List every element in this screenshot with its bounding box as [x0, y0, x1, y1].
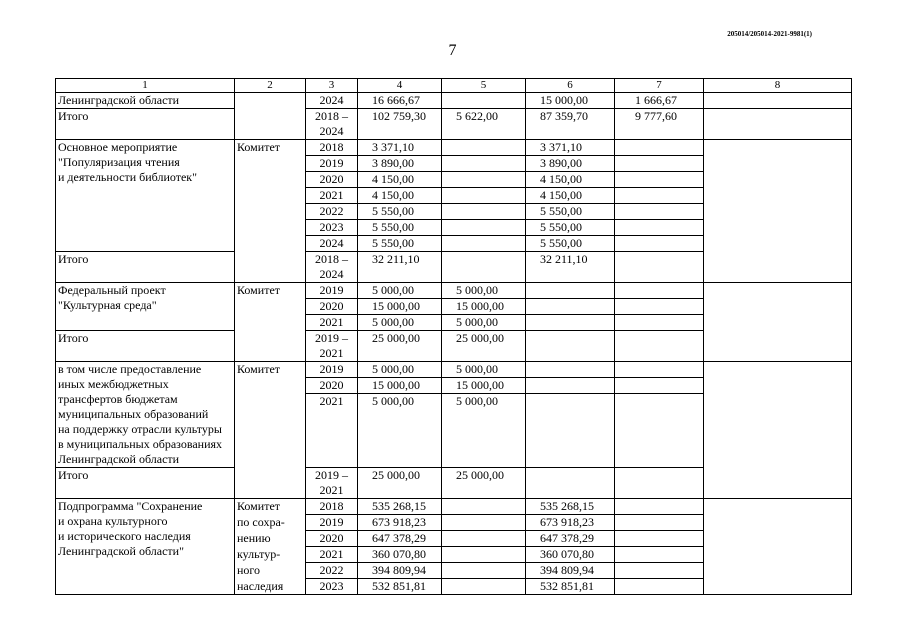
value-cell-local	[615, 394, 704, 468]
executor-cell: по сохра-	[235, 515, 306, 531]
row-label: Ленинградской области	[56, 93, 235, 109]
value-cell-federal	[442, 204, 526, 220]
column-header: 6	[526, 79, 615, 93]
value-cell-federal: 15 000,00	[442, 378, 526, 394]
value-cell-other	[704, 362, 852, 499]
value-cell-other	[704, 140, 852, 283]
year-cell: 2018 – 2024	[306, 252, 358, 283]
column-header: 7	[615, 79, 704, 93]
value-cell-total: 5 550,00	[358, 236, 442, 252]
value-cell-regional: 532 851,81	[526, 579, 615, 595]
year-cell: 2019 – 2021	[306, 331, 358, 362]
value-cell-federal: 5 000,00	[442, 394, 526, 468]
year-cell: 2023	[306, 220, 358, 236]
value-cell-local	[615, 140, 704, 156]
value-cell-regional: 394 809,94	[526, 563, 615, 579]
row-label: Основное мероприятие "Популяризация чтения и деятельности библиотек"	[56, 140, 235, 252]
value-cell-regional: 15 000,00	[526, 93, 615, 109]
value-cell-total: 673 918,23	[358, 515, 442, 531]
column-header: 2	[235, 79, 306, 93]
value-cell-federal	[442, 220, 526, 236]
year-cell: 2019	[306, 362, 358, 378]
row-label: Итого	[56, 252, 235, 283]
year-cell: 2020	[306, 378, 358, 394]
value-cell-federal: 5 622,00	[442, 109, 526, 140]
value-cell-regional: 360 070,80	[526, 547, 615, 563]
value-cell-regional	[526, 299, 615, 315]
value-cell-total: 15 000,00	[358, 299, 442, 315]
year-cell: 2019 – 2021	[306, 468, 358, 499]
value-cell-regional	[526, 331, 615, 362]
executor-cell	[235, 109, 306, 140]
value-cell-total: 3 371,10	[358, 140, 442, 156]
column-header: 1	[56, 79, 235, 93]
value-cell-total: 25 000,00	[358, 468, 442, 499]
value-cell-regional: 5 550,00	[526, 220, 615, 236]
page-number: 7	[448, 42, 457, 59]
value-cell-local	[615, 531, 704, 547]
value-cell-total: 16 666,67	[358, 93, 442, 109]
value-cell-local: 9 777,60	[615, 109, 704, 140]
value-cell-total: 5 000,00	[358, 283, 442, 299]
value-cell-federal: 15 000,00	[442, 299, 526, 315]
value-cell-federal	[442, 252, 526, 283]
value-cell-local	[615, 563, 704, 579]
table-row	[56, 499, 852, 515]
value-cell-total: 4 150,00	[358, 188, 442, 204]
value-cell-regional: 5 550,00	[526, 236, 615, 252]
value-cell-federal	[442, 499, 526, 515]
year-cell: 2024	[306, 93, 358, 109]
year-cell: 2021	[306, 547, 358, 563]
value-cell-federal: 5 000,00	[442, 362, 526, 378]
value-cell-regional: 32 211,10	[526, 252, 615, 283]
value-cell-local	[615, 579, 704, 595]
year-cell: 2021	[306, 188, 358, 204]
value-cell-regional: 87 359,70	[526, 109, 615, 140]
year-cell: 2018	[306, 499, 358, 515]
value-cell-federal	[442, 563, 526, 579]
value-cell-other	[704, 109, 852, 140]
row-label: Итого	[56, 468, 235, 499]
executor-cell: Комитет	[235, 140, 306, 283]
value-cell-local	[615, 468, 704, 499]
value-cell-federal: 5 000,00	[442, 315, 526, 331]
column-header: 4	[358, 79, 442, 93]
value-cell-total: 532 851,81	[358, 579, 442, 595]
column-header: 3	[306, 79, 358, 93]
value-cell-regional: 673 918,23	[526, 515, 615, 531]
executor-cell: Комитет	[235, 362, 306, 499]
executor-cell: наследия	[235, 579, 306, 595]
value-cell-total: 5 000,00	[358, 394, 442, 468]
row-label: Подпрограмма "Сохранение и охрана культурного и исторического наследия Ленинградской области"	[56, 499, 235, 595]
value-cell-federal	[442, 547, 526, 563]
value-cell-federal	[442, 515, 526, 531]
value-cell-regional	[526, 468, 615, 499]
value-cell-local	[615, 499, 704, 515]
budget-table	[55, 78, 852, 595]
value-cell-total: 15 000,00	[358, 378, 442, 394]
value-cell-total: 3 890,00	[358, 156, 442, 172]
value-cell-total: 102 759,30	[358, 109, 442, 140]
year-cell: 2019	[306, 515, 358, 531]
value-cell-federal	[442, 140, 526, 156]
value-cell-federal	[442, 156, 526, 172]
table-row	[56, 93, 852, 109]
column-header: 8	[704, 79, 852, 93]
executor-cell: культур-	[235, 547, 306, 563]
row-label: Федеральный проект "Культурная среда"	[56, 283, 235, 331]
value-cell-local	[615, 283, 704, 299]
year-cell: 2024	[306, 236, 358, 252]
value-cell-total: 4 150,00	[358, 172, 442, 188]
value-cell-total: 32 211,10	[358, 252, 442, 283]
value-cell-federal: 25 000,00	[442, 331, 526, 362]
value-cell-regional: 647 378,29	[526, 531, 615, 547]
column-header-row	[56, 79, 852, 93]
value-cell-regional	[526, 394, 615, 468]
value-cell-regional: 3 890,00	[526, 156, 615, 172]
value-cell-local	[615, 188, 704, 204]
value-cell-local	[615, 299, 704, 315]
value-cell-federal	[442, 531, 526, 547]
year-cell: 2022	[306, 204, 358, 220]
value-cell-local	[615, 331, 704, 362]
value-cell-total: 360 070,80	[358, 547, 442, 563]
value-cell-regional	[526, 283, 615, 299]
value-cell-total: 535 268,15	[358, 499, 442, 515]
year-cell: 2018 – 2024	[306, 109, 358, 140]
table-row	[56, 362, 852, 378]
value-cell-regional	[526, 362, 615, 378]
value-cell-regional: 535 268,15	[526, 499, 615, 515]
year-cell: 2020	[306, 299, 358, 315]
executor-cell: Комитет	[235, 499, 306, 515]
value-cell-local	[615, 515, 704, 531]
value-cell-total: 25 000,00	[358, 331, 442, 362]
year-cell: 2022	[306, 563, 358, 579]
value-cell-local	[615, 547, 704, 563]
year-cell: 2021	[306, 394, 358, 468]
value-cell-regional	[526, 378, 615, 394]
value-cell-local	[615, 378, 704, 394]
value-cell-federal: 5 000,00	[442, 283, 526, 299]
year-cell: 2020	[306, 172, 358, 188]
value-cell-local	[615, 172, 704, 188]
value-cell-local: 1 666,67	[615, 93, 704, 109]
value-cell-other	[704, 93, 852, 109]
row-label: в том числе предоставление иных межбюджетных трансфертов бюджетам муниципальных образований на поддержку отрасли культуры в муниципальных образованиях Ленинградской области	[56, 362, 235, 468]
executor-cell: Комитет	[235, 283, 306, 362]
column-header: 5	[442, 79, 526, 93]
value-cell-other	[704, 499, 852, 595]
value-cell-federal	[442, 579, 526, 595]
value-cell-federal: 25 000,00	[442, 468, 526, 499]
value-cell-regional: 4 150,00	[526, 172, 615, 188]
executor-cell: нению	[235, 531, 306, 547]
document-id: 205014/205014-2021-9981(1)	[727, 30, 812, 38]
value-cell-total: 647 378,29	[358, 531, 442, 547]
year-cell: 2020	[306, 531, 358, 547]
value-cell-regional: 5 550,00	[526, 204, 615, 220]
year-cell: 2023	[306, 579, 358, 595]
value-cell-federal	[442, 93, 526, 109]
value-cell-total: 394 809,94	[358, 563, 442, 579]
value-cell-regional: 3 371,10	[526, 140, 615, 156]
value-cell-local	[615, 315, 704, 331]
value-cell-local	[615, 252, 704, 283]
table-row-total	[56, 109, 852, 140]
value-cell-regional	[526, 315, 615, 331]
executor-cell: ного	[235, 563, 306, 579]
row-label: Итого	[56, 331, 235, 362]
value-cell-other	[704, 283, 852, 362]
table-row	[56, 283, 852, 299]
year-cell: 2018	[306, 140, 358, 156]
value-cell-total: 5 000,00	[358, 362, 442, 378]
value-cell-total: 5 550,00	[358, 204, 442, 220]
value-cell-federal	[442, 236, 526, 252]
row-label: Итого	[56, 109, 235, 140]
table-row	[56, 140, 852, 156]
year-cell: 2019	[306, 156, 358, 172]
value-cell-total: 5 000,00	[358, 315, 442, 331]
value-cell-local	[615, 362, 704, 378]
value-cell-local	[615, 156, 704, 172]
value-cell-total: 5 550,00	[358, 220, 442, 236]
executor-cell	[235, 93, 306, 109]
value-cell-local	[615, 236, 704, 252]
value-cell-local	[615, 204, 704, 220]
value-cell-regional: 4 150,00	[526, 188, 615, 204]
year-cell: 2019	[306, 283, 358, 299]
value-cell-federal	[442, 188, 526, 204]
value-cell-local	[615, 220, 704, 236]
value-cell-federal	[442, 172, 526, 188]
year-cell: 2021	[306, 315, 358, 331]
